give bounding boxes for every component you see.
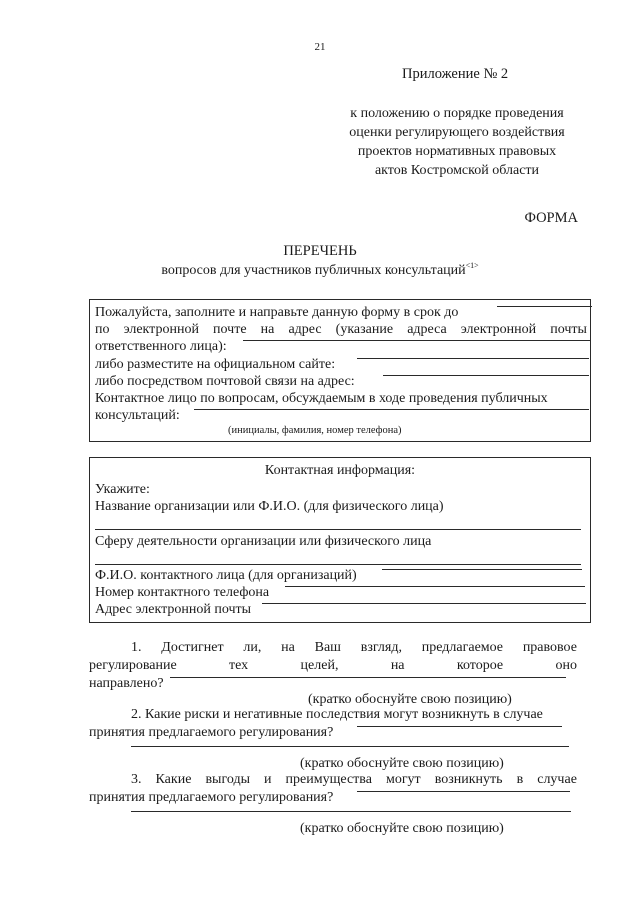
question-2-hint: (кратко обоснуйте свою позицию) xyxy=(300,756,504,771)
subtitle-footnote-mark: <1> xyxy=(465,261,479,270)
consultations-line xyxy=(95,408,590,426)
contact-hint: (инициалы, фамилия, номер телефона) xyxy=(228,425,402,436)
question-3-line1 xyxy=(131,772,577,788)
question-2-answer-field[interactable] xyxy=(357,725,562,727)
reference-line: актов Костромской области xyxy=(374,163,540,178)
consultations-text: консультаций: xyxy=(95,408,180,423)
word: на xyxy=(390,658,405,673)
org-name-label: Название организации или Ф.И.О. (для физического лица) xyxy=(95,499,444,514)
word: на xyxy=(260,322,275,337)
responsible-email-text: ответственного лица): xyxy=(95,339,227,354)
contact-person-field[interactable] xyxy=(194,408,589,410)
question-3-answer-field-line2[interactable] xyxy=(131,810,571,812)
word: предлагаемое xyxy=(421,640,504,655)
contact-info-heading: Контактная информация: xyxy=(264,463,416,478)
word: почты xyxy=(550,322,587,337)
word: взгляд, xyxy=(360,640,402,655)
page-number: 21 xyxy=(314,41,326,53)
question-3-hint: (кратко обоснуйте свою позицию) xyxy=(300,821,504,836)
word: которое xyxy=(456,658,504,673)
phone-row xyxy=(95,585,590,603)
word: могут xyxy=(385,772,421,787)
question-3-line2: принятия предлагаемого регулирования? xyxy=(89,790,334,805)
question-2-line2: принятия предлагаемого регулирования? xyxy=(89,725,334,740)
email-field[interactable] xyxy=(262,602,586,604)
word: ли, xyxy=(243,640,262,655)
word: 3. xyxy=(131,772,142,787)
question-2-line1: 2. Какие риски и негативные последствия могут возникнуть в случае xyxy=(131,707,543,722)
word: в xyxy=(516,772,524,787)
postal-line xyxy=(95,374,590,392)
email-instruction-line xyxy=(95,322,587,340)
word: преимущества xyxy=(285,772,372,787)
word: правовое xyxy=(522,640,577,655)
word: 1. xyxy=(131,640,142,655)
responsible-email-line xyxy=(95,339,590,357)
word: Какие xyxy=(155,772,192,787)
postal-address-field[interactable] xyxy=(383,374,589,376)
word: (указание xyxy=(335,322,394,337)
postal-text: либо посредством почтовой связи на адрес: xyxy=(95,374,355,389)
word: выгоды xyxy=(205,772,250,787)
word: тех xyxy=(229,658,249,673)
reference-line: проектов нормативных правовых xyxy=(357,144,557,159)
question-1-line3: направлено? xyxy=(89,676,164,691)
word: возникнуть xyxy=(434,772,503,787)
question-2-answer-field-line2[interactable] xyxy=(131,745,569,747)
phone-label: Номер контактного телефона xyxy=(95,585,270,600)
word: по xyxy=(95,322,110,337)
word: на xyxy=(281,640,295,655)
appendix-reference xyxy=(337,104,577,180)
word: электронной xyxy=(123,322,199,337)
sphere-label: Сферу деятельности организации или физического лица xyxy=(95,534,432,549)
reference-line: оценки регулирующего воздействия xyxy=(349,125,565,140)
website-line xyxy=(95,357,590,375)
question-1-line2 xyxy=(89,658,577,674)
submission-instructions-box xyxy=(89,299,591,442)
question-3-answer-field[interactable] xyxy=(357,790,570,792)
contact-person-line: Контактное лицо по вопросам, обсуждаемым в ходе проведения публичных xyxy=(95,391,548,406)
responsible-email-field[interactable] xyxy=(243,339,590,341)
contact-person-label: Ф.И.О. контактного лица (для организаций) xyxy=(95,568,357,583)
appendix-label: Приложение № 2 xyxy=(402,66,509,82)
email-row xyxy=(95,602,590,620)
form-label: ФОРМА xyxy=(524,210,578,226)
question-1-answer-field[interactable] xyxy=(170,676,566,678)
reference-line: к положению о порядке проведения xyxy=(350,106,564,121)
question-1-hint: (кратко обоснуйте свою позицию) xyxy=(308,692,512,707)
document-title: ПЕРЕЧЕНЬ xyxy=(283,243,357,259)
word: регулирование xyxy=(89,658,177,673)
subtitle-text: вопросов для участников публичных консультаций xyxy=(161,263,466,278)
question-1-line1 xyxy=(131,640,577,656)
contact-info-box xyxy=(89,457,591,623)
word: адреса xyxy=(407,322,447,337)
document-subtitle xyxy=(0,261,640,279)
word: почте xyxy=(213,322,247,337)
website-field[interactable] xyxy=(357,357,589,359)
deadline-field[interactable] xyxy=(497,305,592,307)
contact-person-row xyxy=(95,568,590,586)
word: и xyxy=(264,772,272,787)
sphere-field[interactable] xyxy=(95,563,581,565)
contact-person-name-field[interactable] xyxy=(382,568,582,570)
word: Достигнет xyxy=(161,640,224,655)
deadline-line xyxy=(95,305,590,323)
word: оно xyxy=(555,658,577,673)
word: адрес xyxy=(288,322,322,337)
deadline-text: Пожалуйста, заполните и направьте данную форму в срок до xyxy=(95,305,459,320)
word: случае xyxy=(537,772,577,787)
email-label: Адрес электронной почты xyxy=(95,602,252,617)
word: Ваш xyxy=(314,640,341,655)
specify-label: Укажите: xyxy=(95,482,150,497)
word: электронной xyxy=(460,322,537,337)
website-text: либо разместите на официальном сайте: xyxy=(95,357,336,372)
phone-field[interactable] xyxy=(285,585,585,587)
word: целей, xyxy=(300,658,339,673)
org-name-field[interactable] xyxy=(95,528,581,530)
